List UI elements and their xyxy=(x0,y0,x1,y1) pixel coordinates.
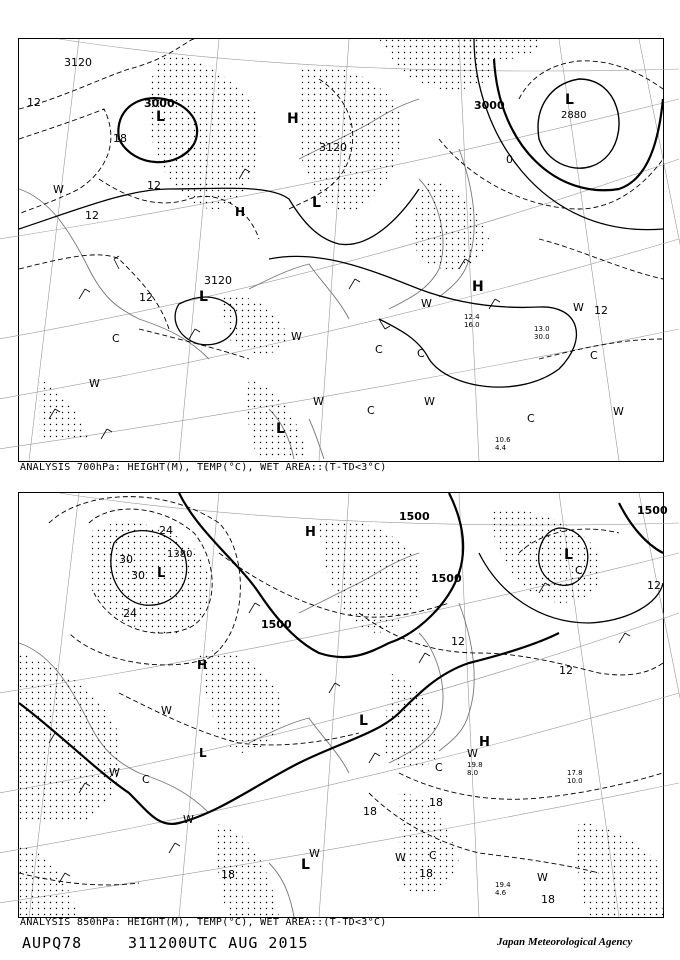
station-value: 17.8 xyxy=(567,769,583,777)
low-pressure-marker: L xyxy=(156,109,165,125)
map-700hpa xyxy=(18,38,664,462)
station-value: 4.6 xyxy=(495,889,507,897)
cold-area-marker: C xyxy=(527,412,535,425)
contour-label: 1380 xyxy=(167,549,193,560)
contour-label: 1500 xyxy=(261,618,292,631)
warm-area-marker: W xyxy=(573,301,584,314)
isotherm-label: 30 xyxy=(119,553,133,566)
low-pressure-marker: L xyxy=(359,713,368,729)
station-value: 12.4 xyxy=(464,313,480,321)
station-value: 10.6 xyxy=(495,436,511,444)
wet-area xyxy=(19,510,663,917)
isotherm-label: 12 xyxy=(85,209,99,222)
map-700hpa-graphic xyxy=(19,39,663,461)
high-pressure-marker: H xyxy=(287,111,299,127)
contour-label: 3120 xyxy=(64,56,92,69)
isotherm-label: 18 xyxy=(419,867,433,880)
valid-time: 311200UTC AUG 2015 xyxy=(128,934,309,952)
isotherm-label: 18 xyxy=(221,868,235,881)
isotherm-label: 12 xyxy=(147,179,161,192)
contour-label: 3120 xyxy=(319,141,347,154)
warm-area-marker: W xyxy=(421,297,432,310)
warm-area-marker: W xyxy=(161,704,172,717)
high-pressure-marker: H xyxy=(479,735,490,750)
station-value: 19.8 xyxy=(467,761,483,769)
low-pressure-marker: L xyxy=(276,421,285,437)
warm-area-marker: W xyxy=(537,871,548,884)
warm-area-marker: W xyxy=(313,395,324,408)
station-value: 16.0 xyxy=(464,321,480,329)
warm-area-marker: W xyxy=(89,377,100,390)
agency-credit: Japan Meteorological Agency xyxy=(497,936,633,948)
low-pressure-marker: L xyxy=(565,92,574,108)
isotherm-label: 0 xyxy=(506,153,513,166)
caption-850hpa: ANALYSIS 850hPa: HEIGHT(M), TEMP(°C), WET AREA::(T-TD<3°C) xyxy=(20,917,387,928)
isotherm-label: 18 xyxy=(113,132,127,145)
isotherm-label: 18 xyxy=(363,805,377,818)
warm-area-marker: W xyxy=(424,395,435,408)
isotherm-label: 12 xyxy=(451,635,465,648)
contour-label: 1500 xyxy=(431,572,462,585)
cold-area-marker: C xyxy=(367,404,375,417)
low-pressure-marker: L xyxy=(564,547,573,563)
wet-area xyxy=(39,39,539,459)
station-value: 19.4 xyxy=(495,881,511,889)
contour-label: 1500 xyxy=(399,510,430,523)
station-value: 13.0 xyxy=(534,325,550,333)
contour-label: 3000 xyxy=(474,99,505,112)
station-value: 8.0 xyxy=(467,769,479,777)
caption-700hpa: ANALYSIS 700hPa: HEIGHT(M), TEMP(°C), WET AREA::(T-TD<3°C) xyxy=(20,462,387,473)
high-pressure-marker: H xyxy=(305,525,316,540)
low-pressure-marker: L xyxy=(301,857,310,873)
cold-area-marker: C xyxy=(590,349,598,362)
warm-area-marker: W xyxy=(467,747,478,760)
map-850hpa-graphic xyxy=(19,493,668,917)
cold-area-marker: C xyxy=(142,773,150,786)
station-value: 30.0 xyxy=(534,333,550,341)
isotherm-label: 12 xyxy=(559,664,573,677)
cold-area-marker: C xyxy=(375,343,383,356)
station-value: 4.4 xyxy=(495,444,507,452)
warm-area-marker: W xyxy=(109,766,120,779)
warm-area-marker: W xyxy=(183,813,194,826)
isotherm-label: 12 xyxy=(139,291,153,304)
warm-area-marker: W xyxy=(395,851,406,864)
cold-area-marker: C xyxy=(429,849,437,862)
high-pressure-marker: H xyxy=(197,658,208,672)
low-pressure-marker: L xyxy=(199,746,207,760)
contour-label: 1500 xyxy=(637,504,668,517)
isotherm-label: 12 xyxy=(27,96,41,109)
isotherm-label: 18 xyxy=(541,893,555,906)
isotherm-label: 12 xyxy=(594,304,608,317)
chart-code: AUPQ78 xyxy=(22,934,83,952)
warm-area-marker: W xyxy=(53,183,64,196)
low-pressure-marker: L xyxy=(157,566,166,581)
contour-label: 3120 xyxy=(204,274,232,287)
high-pressure-marker: H xyxy=(472,279,484,295)
cold-area-marker: C xyxy=(435,761,443,774)
cold-area-marker: C xyxy=(575,564,583,577)
isotherm-label: 18 xyxy=(429,796,443,809)
map-850hpa xyxy=(18,492,668,918)
cold-area-marker: C xyxy=(417,347,425,360)
cold-area-marker: C xyxy=(112,332,120,345)
warm-area-marker: W xyxy=(309,847,320,860)
warm-area-marker: W xyxy=(291,330,302,343)
low-pressure-marker: L xyxy=(199,289,208,305)
warm-area-marker: W xyxy=(613,405,624,418)
high-pressure-marker: H xyxy=(235,205,246,219)
isotherm-label: 12 xyxy=(647,579,661,592)
isotherm-label: 24 xyxy=(123,607,137,620)
low-pressure-marker: L xyxy=(312,195,321,211)
contour-label: 3000 xyxy=(144,97,175,110)
contour-label: 2880 xyxy=(561,110,587,121)
isotherm-label: 24 xyxy=(159,524,173,537)
isotherm-label: 30 xyxy=(131,569,145,582)
station-value: 10.0 xyxy=(567,777,583,785)
